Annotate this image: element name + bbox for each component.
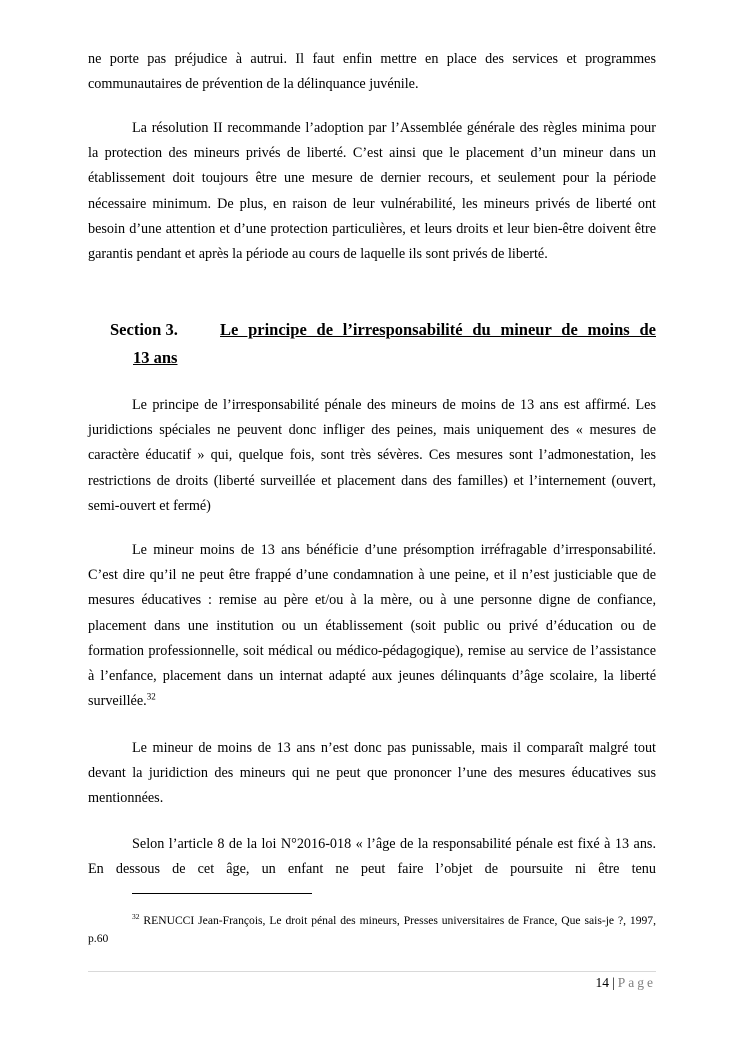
section-title-line-2: 13 ans (133, 348, 178, 367)
footer-separator: | (612, 975, 615, 990)
paragraph-4-text: Le mineur moins de 13 ans bénéficie d’une présomption irréfragable d’irresponsabilité. C’est dire qu’il ne peut être frappé d’une condamnation à une peine, et il n’est justiciable que de mesures éducatives : remise au père et/ou à la mère, ou à une personne digne de confiance, placement dans une institution ou un établissement (soit public ou privé d’éducation ou de formation professionnelle, soit médical ou médico-pédagogique), remise au service de l’assistance à l’enfance, placement dans un internat adapté aux jeunes délinquants d’âge scolaire, la liberté surveillée. (88, 542, 656, 710)
paragraph-6-line-1: Selon l’article 8 de la loi N°2016-018 « l’âge de la responsabilité pénale est fixé à 13 ans. (132, 836, 656, 852)
paragraph-5: Le mineur de moins de 13 ans n’est donc pas punissable, mais il comparaît malgré tout devant la juridiction des mineurs qui ne peut que prononcer l’une des mesures éducatives sus mentionnées. (88, 740, 656, 807)
section-label: Section 3. (110, 320, 178, 339)
footnote-ref: 32 (146, 691, 156, 702)
paragraph-2: La résolution II recommande l’adoption par l’Assemblée générale des règles minima pour la protection des mineurs privés de liberté. C’est ainsi que le placement d’un mineur dans un établissement doit toujours être une mesure de dernier recours, et seulement pour la période nécessaire minimum. De plus, en raison de leur vulnérabilité, les mineurs privés de liberté ont besoin d’une attention et d’une protection particulières, et leurs droits et leur bien-être doivent être garantis pendant et après la période au cours de laquelle ils sont privés de liberté. (88, 120, 656, 263)
footnote (88, 912, 656, 948)
footnote-separator (132, 893, 312, 894)
footer-divider (88, 971, 656, 972)
page-footer (596, 973, 656, 993)
footnote-number: 32 (132, 912, 140, 922)
footnote-text: RENUCCI Jean-François, Le droit pénal des mineurs, Presses universitaires de France, Que sais-je ?, 1997, p.60 (88, 914, 656, 945)
paragraph-6 (88, 832, 656, 882)
section-title-line-1: Le principe de l’irresponsabilité du mineur de moins de (220, 320, 656, 339)
paragraph-4 (88, 538, 656, 714)
page-label: Page (617, 975, 656, 990)
paragraph-6-line-2: En dessous de cet âge, un enfant ne peut faire l’objet de poursuite ni être tenu (88, 861, 656, 878)
paragraph-1: ne porte pas préjudice à autrui. Il faut enfin mettre en place des services et programmes communautaires de prévention de la délinquance juvénile. (88, 51, 656, 93)
page-number: 14 (595, 975, 610, 990)
paragraph-3: Le principe de l’irresponsabilité pénale des mineurs de moins de 13 ans est affirmé. Les juridictions spéciales ne peuvent donc infliger des peines, mais uniquement des « mesures de caractère éducatif » qui, quelque fois, sont très sévères. Ces mesures sont l’admonestation, les restrictions de droits (liberté surveillée et placement dans des familles) et l’internement (ouvert, semi-ouvert et fermé) (88, 397, 656, 514)
section-heading (110, 316, 656, 372)
